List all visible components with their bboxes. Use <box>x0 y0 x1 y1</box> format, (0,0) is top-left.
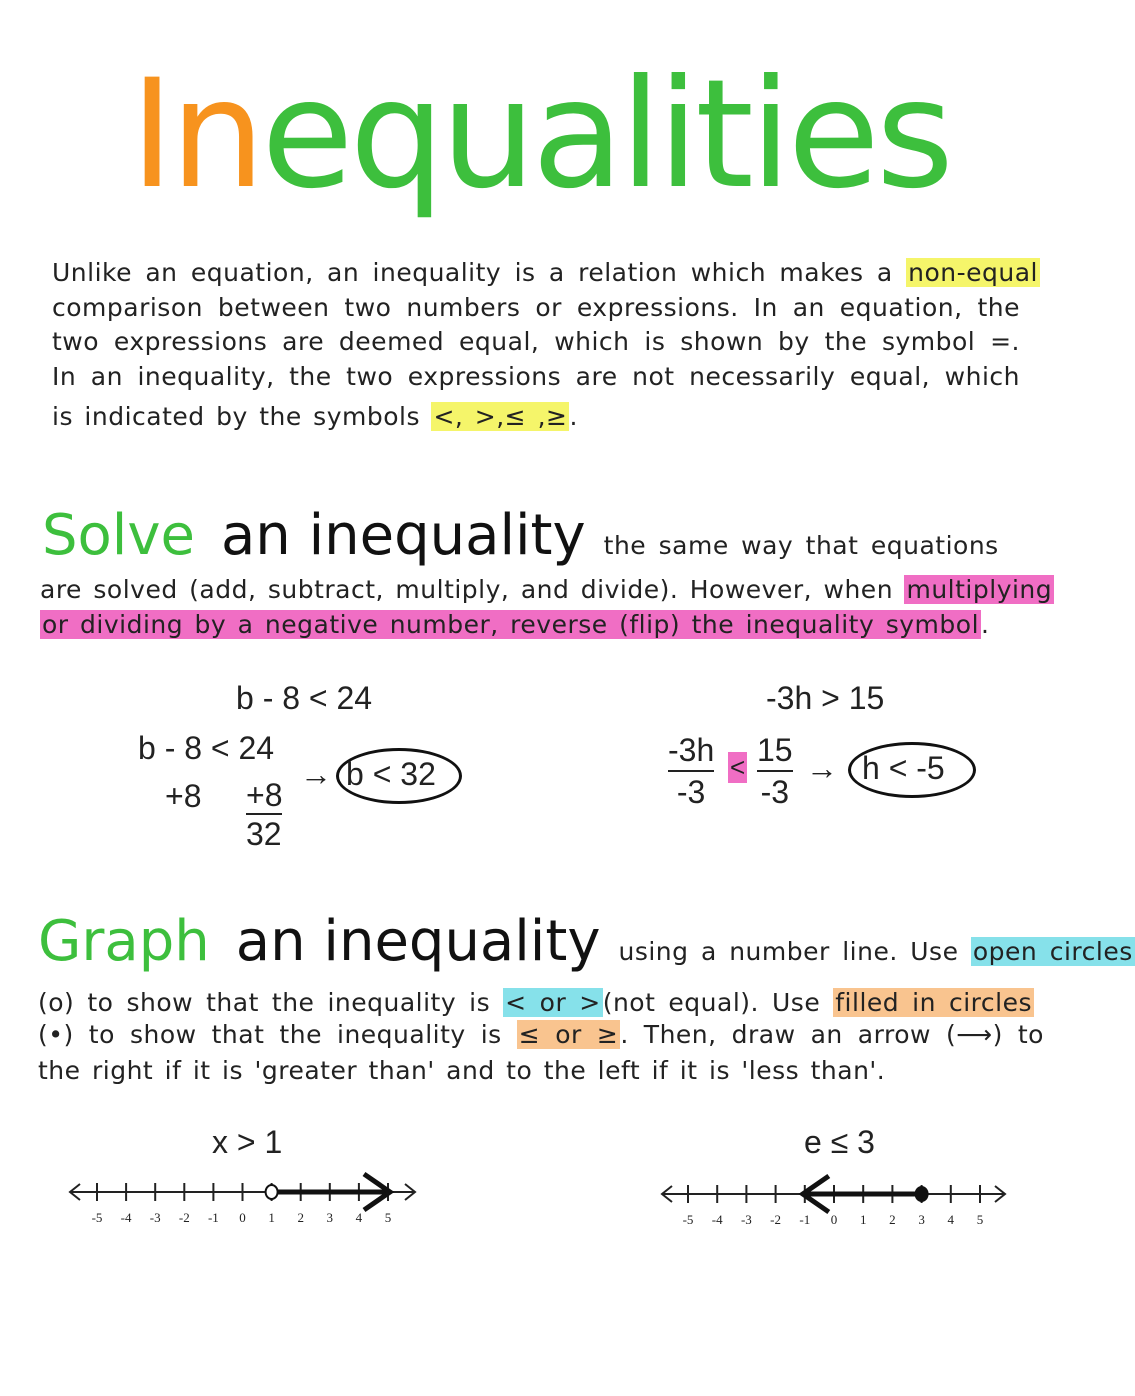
numberline2-label: e ≤ 3 <box>804 1124 875 1160</box>
text: (not equal). Use <box>602 988 834 1017</box>
text: (o) <box>38 988 75 1017</box>
tick-label: -5 <box>91 1210 103 1225</box>
example2-problem: -3h > 15 <box>766 680 885 716</box>
text: . <box>569 402 578 431</box>
tick-label: 1 <box>268 1210 275 1225</box>
numberline1-label: x > 1 <box>212 1124 283 1160</box>
flipped-symbol: < <box>730 752 746 782</box>
tick-label: -5 <box>682 1212 694 1227</box>
text: are solved (add, subtract, multiply, and divide). However, when <box>40 575 905 604</box>
example1-add-left: +8 <box>165 778 202 814</box>
tick-label: 0 <box>830 1212 838 1227</box>
solve-heading: Solve an inequality the same way that equations <box>42 503 999 568</box>
tick-label: 3 <box>918 1212 925 1227</box>
arrow-icon: → <box>806 750 838 786</box>
tick-label: 2 <box>297 1210 304 1225</box>
tick-label: 4 <box>947 1212 955 1227</box>
text: to show that the inequality is <box>73 1020 517 1049</box>
fraction-left: $\frac{-3h}{-3}$ <box>668 732 715 810</box>
tick-label: 1 <box>859 1212 867 1227</box>
graph-heading: Graph an inequality using a number line. Use open circles <box>38 909 1133 974</box>
example2-answer: h < -5 <box>862 750 945 786</box>
example1-add-right: +8 <box>246 778 282 815</box>
highlight: non-equal <box>908 258 1038 287</box>
example1-step: b - 8 < 24 <box>138 730 275 766</box>
tick-label: -2 <box>178 1210 190 1225</box>
tick-label: -3 <box>740 1212 752 1227</box>
example1-answer: b < 32 <box>346 756 436 792</box>
tick-label: 2 <box>889 1212 896 1227</box>
tick-label: -1 <box>799 1212 811 1227</box>
text: . <box>981 610 990 639</box>
text: comparison between two numbers or expressions. In an equation, the <box>52 293 1020 322</box>
tick-label: 3 <box>326 1210 334 1225</box>
example1-problem: b - 8 < 24 <box>236 680 373 716</box>
page-title: Inequalities <box>129 48 951 222</box>
text: (•) <box>38 1020 74 1049</box>
text: to show that the inequality is <box>74 988 504 1017</box>
text: In an inequality, the two expressions are not necessarily equal, which <box>52 362 1020 391</box>
tick-label: 0 <box>239 1210 246 1225</box>
text: . Then, draw an arrow (⟶) to <box>620 1020 1044 1049</box>
open-circle <box>266 1185 278 1199</box>
example1-sum: 32 <box>246 816 282 852</box>
text: is indicated by the symbols <box>52 402 432 431</box>
highlight: or dividing by a negative number, reverse (flip) the inequality symbol <box>42 610 980 639</box>
filled-circle <box>916 1187 928 1201</box>
arrow-icon: → <box>300 756 332 792</box>
tick-label: 4 <box>355 1210 363 1225</box>
tick-label: 5 <box>976 1212 984 1227</box>
text: the right if it is 'greater than' and to the left if it is 'less than'. <box>38 1056 886 1085</box>
highlight: ≤ or ≥ <box>518 1020 619 1049</box>
tick-label: -4 <box>120 1210 132 1225</box>
text: two expressions are deemed equal, which is shown by the symbol =. <box>52 327 1020 356</box>
highlight: <, >,≤ ,≥ <box>433 402 568 431</box>
tick-label: 5 <box>384 1210 392 1225</box>
fraction-right: $\frac{15}{-3}$ <box>757 732 793 810</box>
tick-label: -4 <box>711 1212 723 1227</box>
tick-label: -2 <box>770 1212 782 1227</box>
highlight: multiplying <box>906 575 1053 604</box>
tick-label: -1 <box>207 1210 219 1225</box>
text: Unlike an equation, an inequality is a relation which makes a <box>52 258 907 287</box>
tick-label: -3 <box>149 1210 161 1225</box>
highlight: filled in circles <box>835 988 1032 1017</box>
highlight: < or > <box>505 988 601 1017</box>
